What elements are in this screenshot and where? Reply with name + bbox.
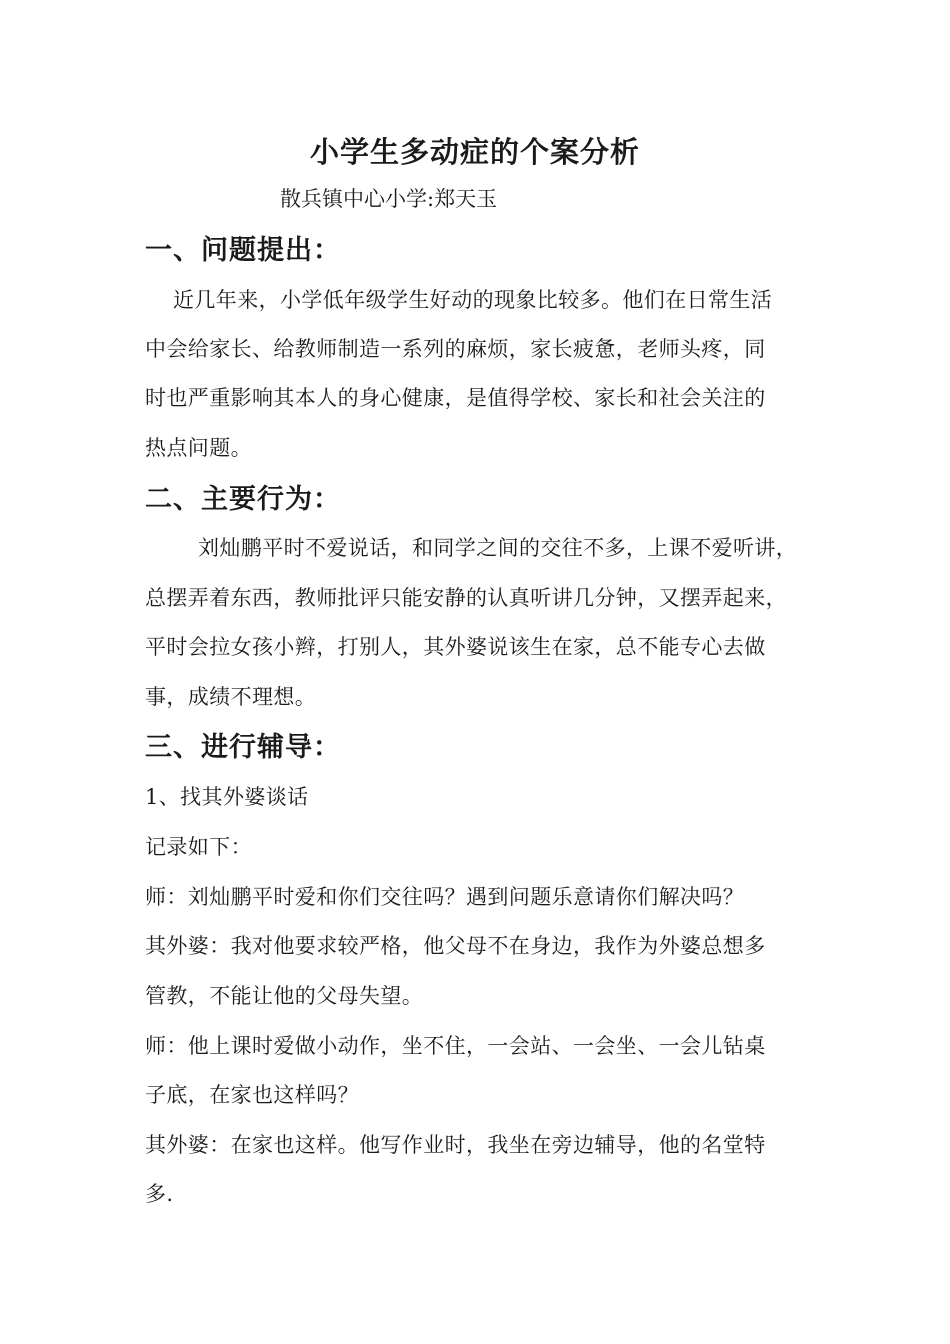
section-heading-1: 一、问题提出： [145, 235, 341, 266]
paragraph-line: 热点问题。 [145, 436, 252, 460]
section-heading-2: 二、主要行为： [145, 484, 341, 515]
paragraph-line: 近几年来，小学低年级学生好动的现象比较多。他们在日常生活 [173, 288, 773, 312]
paragraph-line: 子底，在家也这样吗？ [145, 1083, 359, 1107]
paragraph-line: 师：他上课时爱做小动作，坐不住，一会站、一会坐、一会儿钻桌 [145, 1034, 766, 1058]
paragraph-line: 平时会拉女孩小辫，打别人，其外婆说该生在家，总不能专心去做 [145, 635, 766, 659]
document-title: 小学生多动症的个案分析 [309, 135, 640, 169]
paragraph-line: 多. [145, 1182, 174, 1206]
paragraph-line: 中会给家长、给教师制造一系列的麻烦，家长疲惫，老师头疼，同 [145, 337, 766, 361]
paragraph-line: 师：刘灿鹏平时爱和你们交往吗？遇到问题乐意请你们解决吗？ [145, 885, 745, 909]
paragraph-line: 时也严重影响其本人的身心健康，是值得学校、家长和社会关注的 [145, 386, 766, 410]
paragraph-line: 其外婆：在家也这样。他写作业时，我坐在旁边辅导，他的名堂特 [145, 1133, 766, 1157]
paragraph-line: 刘灿鹏平时不爱说话，和同学之间的交往不多，上课不爱听讲， [198, 536, 798, 560]
paragraph-line: 事，成绩不理想。 [145, 685, 317, 709]
paragraph-line: 1、找其外婆谈话 [145, 785, 309, 809]
author-line: 散兵镇中心小学:郑天玉 [280, 187, 498, 211]
paragraph-line: 其外婆：我对他要求较严格，他父母不在身边，我作为外婆总想多 [145, 934, 766, 958]
paragraph-line: 总摆弄着东西，教师批评只能安静的认真听讲几分钟，又摆弄起来， [145, 586, 787, 610]
section-heading-3: 三、进行辅导： [145, 732, 341, 763]
paragraph-line: 管教，不能让他的父母失望。 [145, 984, 424, 1008]
paragraph-line: 记录如下： [145, 835, 252, 859]
